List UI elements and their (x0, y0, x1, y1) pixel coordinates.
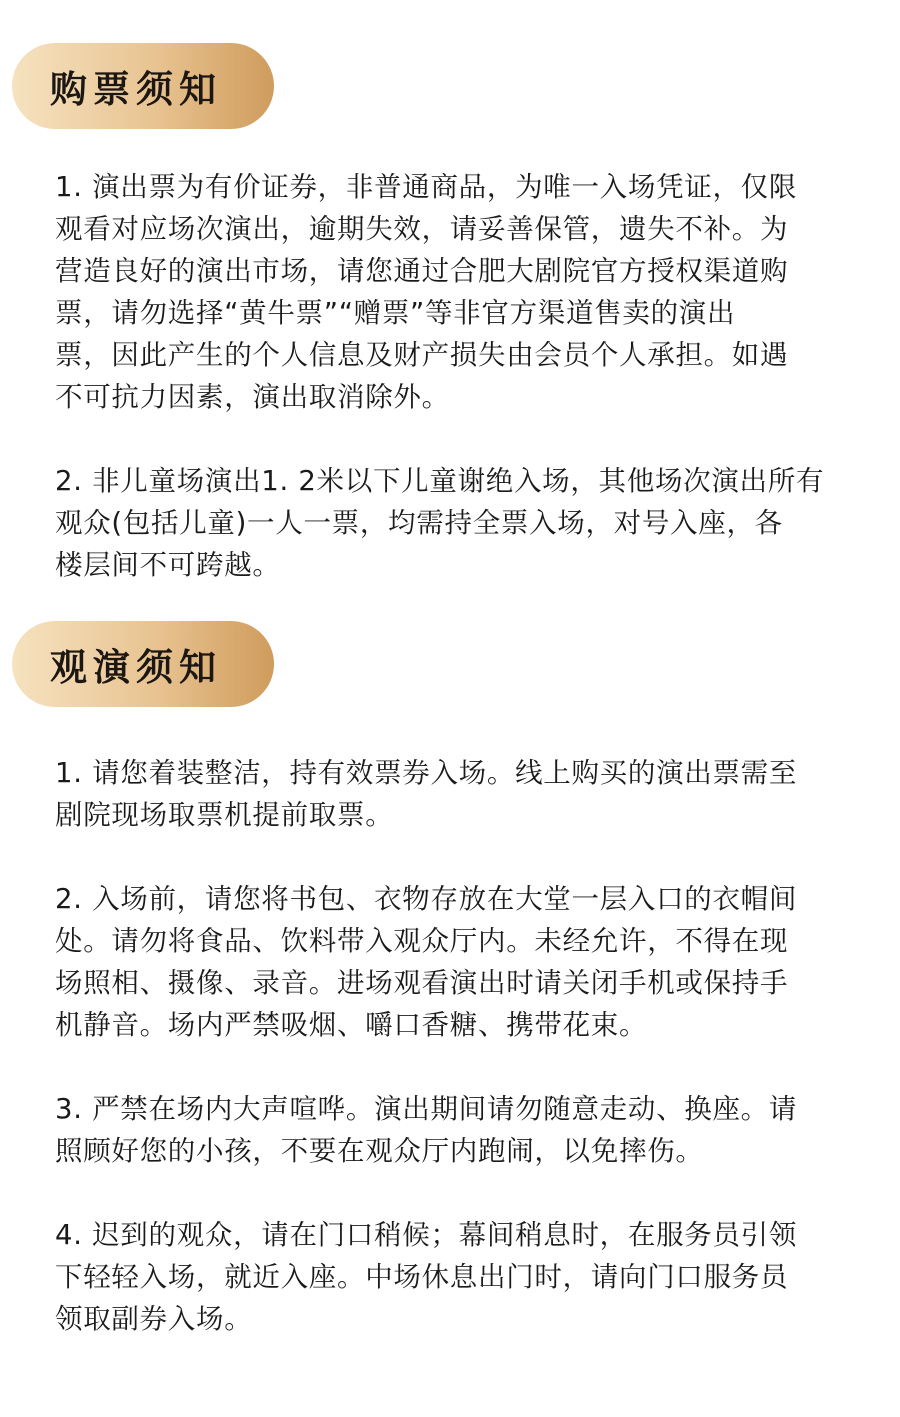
viewing-notice-item: 4. 迟到的观众，请在门口稍候；幕间稍息时，在服务员引领 下轻轻入场，就近入座。中场休息出门时，请向门口服务员 领取副券入场。 (55, 1219, 798, 1335)
viewing-notice-header (12, 621, 274, 707)
viewing-notice-item: 3. 严禁在场内大声喧哗。演出期间请勿随意走动、换座。请 照顾好您的小孩，不要在观众厅内跑闹，以免摔伤。 (55, 1093, 798, 1167)
viewing-notice-title: 观演须知 (50, 646, 222, 689)
purchase-notice-title: 购票须知 (50, 68, 222, 111)
viewing-notice-item: 1. 请您着装整洁，持有效票券入场。线上购买的演出票需至 剧院现场取票机提前取票。 (55, 757, 798, 831)
purchase-notice-header (12, 43, 274, 129)
viewing-notice-item: 2. 入场前，请您将书包、衣物存放在大堂一层入口的衣帽间 处。请勿将食品、饮料带入观众厅内。未经允许，不得在现 场照相、摄像、录音。进场观看演出时请关闭手机或保持手 机静音。场内严禁吸烟、嚼口香糖、携带花束。 (55, 883, 798, 1041)
purchase-notice-item: 2. 非儿童场演出1. 2米以下儿童谢绝入场，其他场次演出所有 观众(包括儿童)一人一票，均需持全票入场，对号入座，各 楼层间不可跨越。 (55, 465, 825, 581)
purchase-notice-item: 1. 演出票为有价证券，非普通商品，为唯一入场凭证，仅限 观看对应场次演出，逾期失效，请妥善保管，遗失不补。为 营造良好的演出市场，请您通过合肥大剧院官方授权渠道购 票，请勿选择“黄牛票”“赠票”等非官方渠道售卖的演出 票，因此产生的个人信息及财产损失由会员个人承担。如遇 不可抗力因素，演出取消除外。 (55, 171, 798, 413)
purchase-notice-body (55, 166, 855, 586)
viewing-notice-body (55, 752, 855, 1340)
